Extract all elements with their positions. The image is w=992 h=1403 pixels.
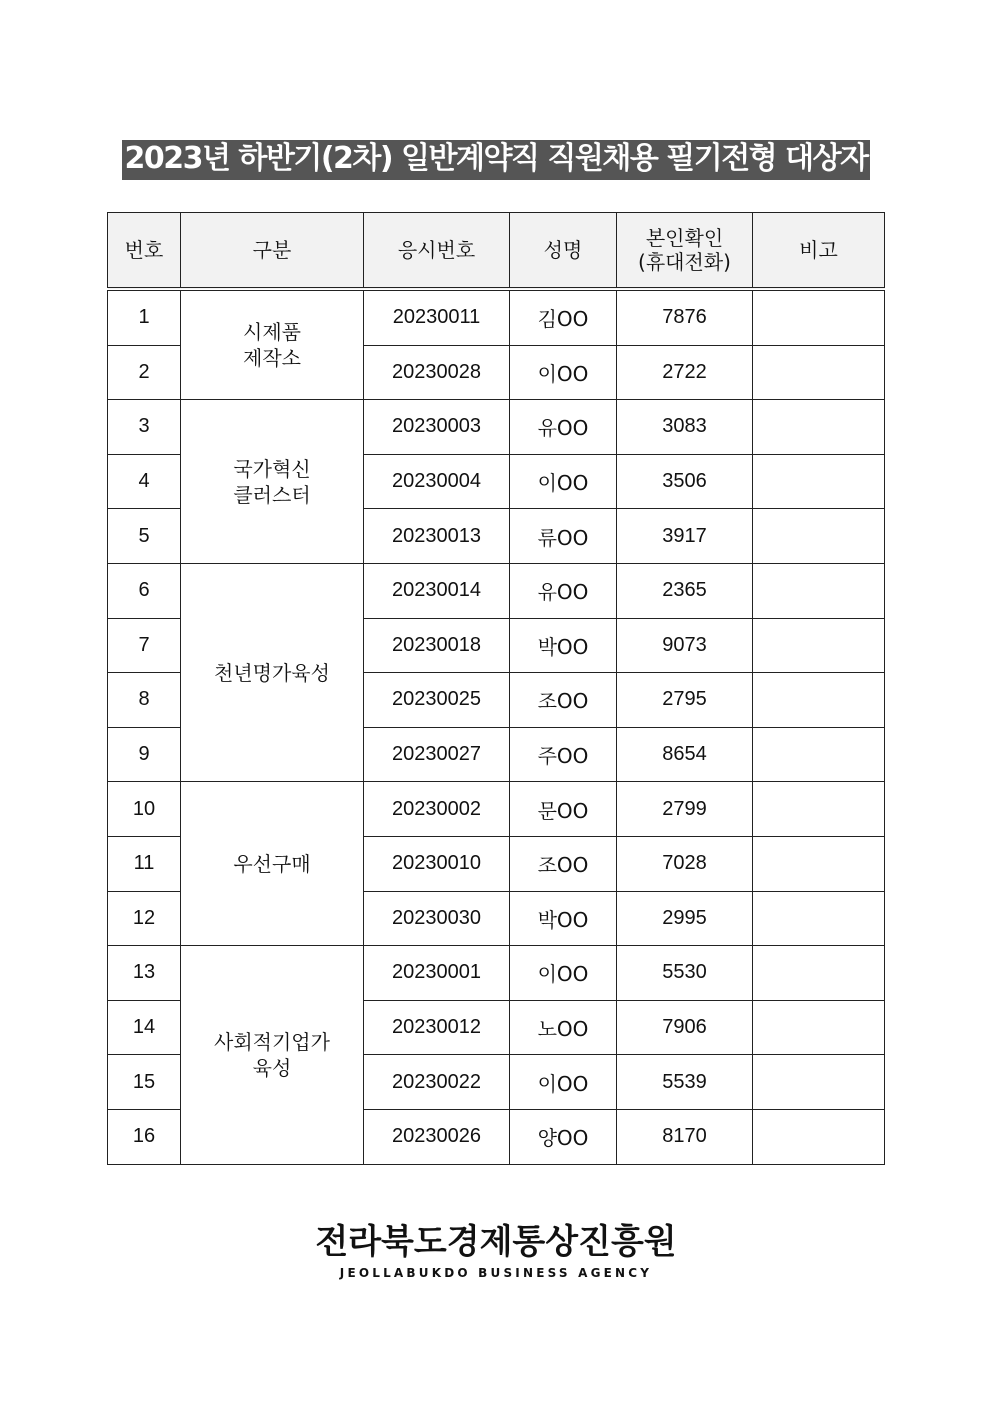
application-number: 20230030 <box>364 891 510 946</box>
note-cell <box>753 454 885 509</box>
row-number: 7 <box>108 618 181 673</box>
candidate-name: 김OO <box>510 289 617 345</box>
row-number: 2 <box>108 345 181 400</box>
application-number: 20230013 <box>364 509 510 564</box>
note-cell <box>753 509 885 564</box>
row-number: 4 <box>108 454 181 509</box>
row-number: 10 <box>108 782 181 837</box>
header-category: 구분 <box>181 213 364 290</box>
category-label-line1: 우선구매 <box>233 851 311 876</box>
candidate-name: 조OO <box>510 836 617 891</box>
row-number: 12 <box>108 891 181 946</box>
candidate-name: 조OO <box>510 673 617 728</box>
application-number: 20230022 <box>364 1055 510 1110</box>
category-cell <box>181 563 364 781</box>
category-label-line1: 사회적기업가 <box>214 1029 330 1054</box>
header-verify <box>617 213 753 290</box>
table-row <box>108 563 885 618</box>
row-number: 5 <box>108 509 181 564</box>
org-name-korean: 전라북도경제통상진흥원 <box>315 1222 677 1262</box>
candidate-name: 유OO <box>510 400 617 455</box>
row-number: 3 <box>108 400 181 455</box>
note-cell <box>753 618 885 673</box>
category-label-line2: 육성 <box>252 1055 292 1080</box>
application-number: 20230014 <box>364 563 510 618</box>
phone-last-digits: 5530 <box>617 946 753 1001</box>
note-cell <box>753 891 885 946</box>
note-cell <box>753 946 885 1001</box>
note-cell <box>753 1109 885 1164</box>
application-number: 20230001 <box>364 946 510 1001</box>
phone-last-digits: 8170 <box>617 1109 753 1164</box>
row-number: 6 <box>108 563 181 618</box>
note-cell <box>753 782 885 837</box>
candidate-name: 이OO <box>510 345 617 400</box>
candidate-name: 박OO <box>510 618 617 673</box>
application-number: 20230003 <box>364 400 510 455</box>
candidate-name: 문OO <box>510 782 617 837</box>
phone-last-digits: 8654 <box>617 727 753 782</box>
header-name: 성명 <box>510 213 617 290</box>
row-number: 1 <box>108 289 181 345</box>
row-number: 9 <box>108 727 181 782</box>
phone-last-digits: 3917 <box>617 509 753 564</box>
application-number: 20230027 <box>364 727 510 782</box>
footer-logo <box>0 1222 992 1280</box>
application-number: 20230011 <box>364 289 510 345</box>
application-number: 20230002 <box>364 782 510 837</box>
table-body <box>108 289 885 1164</box>
candidate-table <box>107 212 885 1165</box>
category-label-line1: 국가혁신 <box>233 456 311 481</box>
table-row <box>108 400 885 455</box>
note-cell <box>753 836 885 891</box>
row-number: 8 <box>108 673 181 728</box>
application-number: 20230018 <box>364 618 510 673</box>
candidate-name: 박OO <box>510 891 617 946</box>
candidate-name: 노OO <box>510 1000 617 1055</box>
note-cell <box>753 289 885 345</box>
phone-last-digits: 7028 <box>617 836 753 891</box>
table-row <box>108 782 885 837</box>
note-cell <box>753 1000 885 1055</box>
phone-last-digits: 5539 <box>617 1055 753 1110</box>
row-number: 13 <box>108 946 181 1001</box>
phone-last-digits: 2795 <box>617 673 753 728</box>
phone-last-digits: 3506 <box>617 454 753 509</box>
phone-last-digits: 3083 <box>617 400 753 455</box>
candidate-name: 이OO <box>510 1055 617 1110</box>
candidate-name: 이OO <box>510 454 617 509</box>
note-cell <box>753 1055 885 1110</box>
row-number: 14 <box>108 1000 181 1055</box>
category-label-line2: 클러스터 <box>233 482 311 507</box>
row-number: 15 <box>108 1055 181 1110</box>
application-number: 20230010 <box>364 836 510 891</box>
row-number: 11 <box>108 836 181 891</box>
category-label-line1: 시제품 <box>243 320 301 345</box>
candidate-name: 류OO <box>510 509 617 564</box>
header-app-no: 응시번호 <box>364 213 510 290</box>
note-cell <box>753 727 885 782</box>
phone-last-digits: 2799 <box>617 782 753 837</box>
phone-last-digits: 2365 <box>617 563 753 618</box>
org-name-english: JEOLLABUKDO BUSINESS AGENCY <box>339 1266 653 1280</box>
category-label-line1: 천년명가육성 <box>214 660 330 685</box>
category-cell <box>181 782 364 946</box>
category-label-line2: 제작소 <box>243 346 301 371</box>
category-cell <box>181 400 364 564</box>
note-cell <box>753 345 885 400</box>
note-cell <box>753 563 885 618</box>
application-number: 20230026 <box>364 1109 510 1164</box>
application-number: 20230028 <box>364 345 510 400</box>
phone-last-digits: 7876 <box>617 289 753 345</box>
header-no: 번호 <box>108 213 181 290</box>
header-verify-line2: (휴대전화) <box>638 250 731 274</box>
header-verify-line1: 본인확인 <box>645 226 724 250</box>
table-row <box>108 946 885 1001</box>
phone-last-digits: 2722 <box>617 345 753 400</box>
table-row <box>108 289 885 345</box>
application-number: 20230012 <box>364 1000 510 1055</box>
candidate-name: 주OO <box>510 727 617 782</box>
application-number: 20230025 <box>364 673 510 728</box>
category-cell <box>181 946 364 1164</box>
note-cell <box>753 673 885 728</box>
application-number: 20230004 <box>364 454 510 509</box>
candidate-name: 유OO <box>510 563 617 618</box>
phone-last-digits: 2995 <box>617 891 753 946</box>
candidate-name: 양OO <box>510 1109 617 1164</box>
row-number: 16 <box>108 1109 181 1164</box>
phone-last-digits: 9073 <box>617 618 753 673</box>
category-cell <box>181 289 364 400</box>
header-note: 비고 <box>753 213 885 290</box>
note-cell <box>753 400 885 455</box>
page-title: 2023년 하반기(2차) 일반계약직 직원채용 필기전형 대상자 <box>122 140 869 180</box>
table-header-row <box>108 213 885 290</box>
candidate-name: 이OO <box>510 946 617 1001</box>
title-container <box>0 140 992 180</box>
phone-last-digits: 7906 <box>617 1000 753 1055</box>
